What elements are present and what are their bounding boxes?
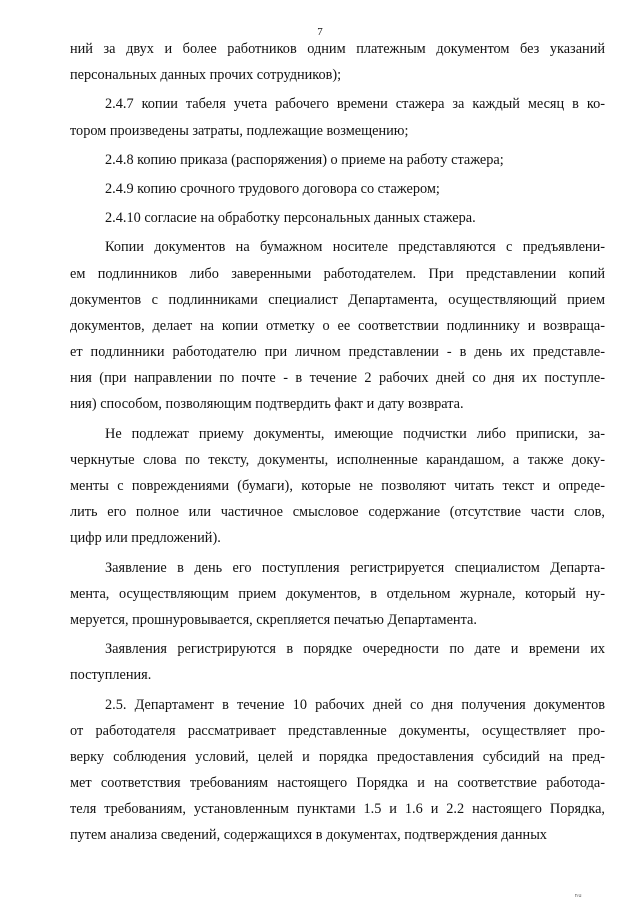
text-line: 2.4.7 копии табеля учета рабочего времени стажера за каждый месяц в ко- <box>105 96 605 113</box>
text-line: 2.4.8 копию приказа (распоряжения) о приеме на работу стажера; <box>105 151 504 168</box>
text-line: ет подлинники работодателю при личном представлении - в день их представле- <box>70 344 605 361</box>
paragraph <box>70 205 605 231</box>
text-line: Заявление в день его поступления регистрируется специалистом Департа- <box>105 559 605 576</box>
text-line: Заявления регистрируются в порядке очередности по дате и времени их <box>105 641 605 658</box>
page-number: 7 <box>317 26 323 38</box>
paragraph <box>70 692 605 849</box>
text-line: ния) способом, позволяющим подтвердить факт и дату возврата. <box>70 396 464 413</box>
paragraph <box>70 91 605 143</box>
paragraph <box>70 555 605 634</box>
text-line: мента, осуществляющим прием документов, в отдельном журнале, который ну- <box>70 585 605 602</box>
text-line: лить его полное или частичное смысловое содержание (отсутствие части слов, <box>70 504 605 521</box>
document-body <box>70 36 605 849</box>
text-line: ем подлинников либо заверенными работодателем. При представлении копий <box>70 265 605 282</box>
text-line: теля требованиям, установленным пунктами 1.5 и 1.6 и 2.2 настоящего Порядка, <box>70 801 605 818</box>
text-line: верку соблюдения условий, целей и порядка предоставления субсидий на пред- <box>70 748 605 765</box>
text-line: 2.4.9 копию срочного трудового договора со стажером; <box>105 180 440 197</box>
footer-mark: nu <box>574 893 582 899</box>
text-line: персональных данных прочих сотрудников); <box>70 67 342 84</box>
text-line: ния (при направлении по почте - в течение 2 рабочих дней со дня их поступле- <box>70 370 605 387</box>
text-line: Не подлежат приему документы, имеющие подчистки либо приписки, за- <box>105 425 605 442</box>
paragraph <box>70 636 605 688</box>
text-line: 2.4.10 согласие на обработку персональных данных стажера. <box>105 210 476 227</box>
text-line: 2.5. Департамент в течение 10 рабочих дней со дня получения документов <box>105 696 605 713</box>
text-line: черкнутые слова по тексту, документы, исполненные карандашом, а также доку- <box>70 451 605 468</box>
paragraph <box>70 147 605 173</box>
paragraph <box>70 421 605 552</box>
paragraph <box>70 36 605 88</box>
text-line: путем анализа сведений, содержащихся в документах, подтверждения данных <box>70 827 547 844</box>
text-line: тором произведены затраты, подлежащие возмещению; <box>70 122 409 139</box>
text-line: от работодателя рассматривает представленные документы, осуществляет про- <box>70 722 605 739</box>
text-line: меруется, прошнуровывается, скрепляется печатью Департамента. <box>70 611 477 628</box>
text-line: Копии документов на бумажном носителе представляются с предъявлени- <box>105 239 605 256</box>
text-line: мет соответствия требованиям настоящего Порядка и на соответствие работода- <box>70 775 605 792</box>
text-line: цифр или предложений). <box>70 530 221 547</box>
text-line: поступления. <box>70 667 152 684</box>
text-line: менты с повреждениями (бумаги), которые не позволяют читать текст и опреде- <box>70 478 605 494</box>
text-line: ний за двух и более работников одним платежным документом без указаний <box>70 41 605 57</box>
text-line: документов, делает на копии отметку о ее соответствии подлиннику и возвраща- <box>70 317 605 334</box>
paragraph <box>70 176 605 202</box>
paragraph <box>70 234 605 417</box>
text-line: документов с подлинниками специалист Департамента, осуществляющий прием <box>70 291 605 308</box>
